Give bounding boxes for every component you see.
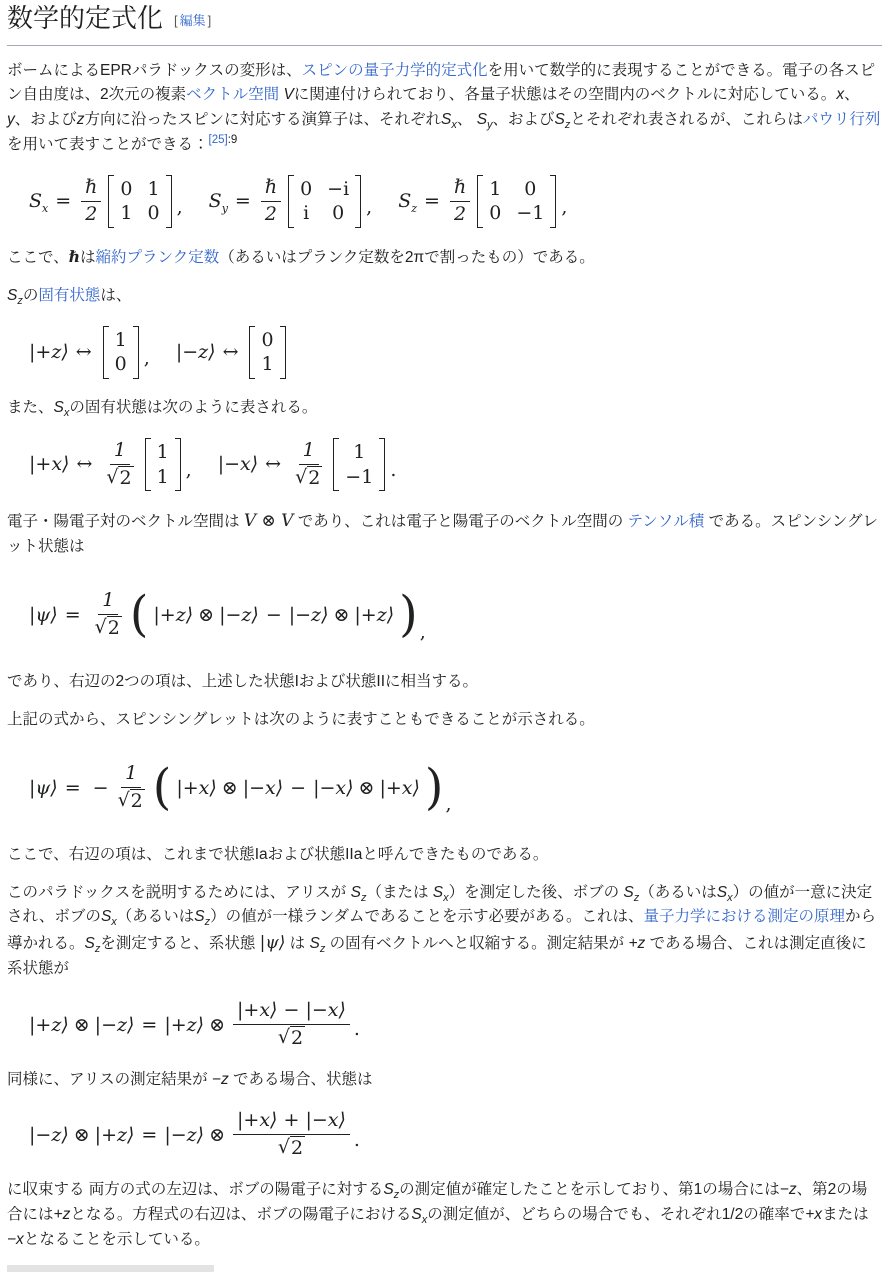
text-run: であり、これは電子と陽電子のベクトル空間の <box>293 513 628 531</box>
edit-section <box>172 13 213 28</box>
text-run: を用いて数学的に表現することができる。電子の各スピン自由度は、2次元の複素 <box>7 61 876 104</box>
text-run: 同様に、アリスの測定結果が <box>7 1070 212 1088</box>
text-run: 上記の式から、スピンシングレットは次のように表すこともできることが示される。 <box>7 710 595 728</box>
edit-bracket-open: [ <box>174 13 178 28</box>
article-section <box>7 0 882 1272</box>
ref-page: :9 <box>227 133 238 146</box>
matrix-sy: 0 −i i 0 <box>288 175 361 228</box>
ket: |+z⟩ <box>94 1124 135 1146</box>
math-var-Sz: $S_z$ <box>623 883 640 904</box>
paragraph-tensor-product <box>7 508 882 560</box>
ket: |−z⟩ <box>288 603 329 626</box>
math-plus-z: +z <box>53 1205 71 1223</box>
math-var-Sz: $S_z$ <box>84 935 101 956</box>
leftrightarrow: ↔ <box>76 453 93 476</box>
text-run: 、および <box>14 111 77 129</box>
text-run: また、 <box>7 399 54 417</box>
formula-collapse-minus-z: |−z⟩ ⊗ |+z⟩ = |−z⟩ ⊗ |+x⟩ + |−x⟩ √ 2 . <box>29 1109 360 1160</box>
math-var-Sx: $S_x$ <box>432 883 449 904</box>
ket-minus-x: |−x⟩ <box>217 453 259 476</box>
math-var-z: z <box>76 111 85 129</box>
math-minus-z: −z <box>779 1180 797 1198</box>
leftrightarrow: ↔ <box>75 341 92 364</box>
fraction-1-sqrt2: 1 √ 2 <box>295 438 321 489</box>
link-eigenstate[interactable]: 固有状態 <box>38 286 101 304</box>
otimes-sign: ⊗ <box>209 1013 226 1036</box>
big-paren-right: ) <box>399 586 418 643</box>
ket-psi: |ψ⟩ <box>29 776 58 799</box>
paragraph-states-1a-2a <box>7 843 882 868</box>
math-var-y: y <box>7 111 15 129</box>
fraction-1-sqrt2: 1 √ 2 <box>94 589 120 640</box>
text-run: ）の値が一意に決定され、ボブの <box>7 883 873 926</box>
text-run: （あるいはプランク定数を2πで割ったもの）である。 <box>219 249 595 267</box>
edit-link[interactable]: 編集 <box>179 13 206 28</box>
matrix-sz: 1 0 0 −1 <box>477 175 556 228</box>
math-var-Sz: $S_z$ <box>350 883 367 904</box>
link-pauli-matrices[interactable]: パウリ行列 <box>802 111 881 129</box>
big-paren-left: ( <box>152 759 172 816</box>
text-run: は、 <box>100 286 132 304</box>
math-plus-z: +z <box>628 935 646 953</box>
minus-sign: − <box>92 776 109 799</box>
paragraph-hbar <box>7 245 882 271</box>
fraction-1-sqrt2: 1 √ 2 <box>117 762 143 812</box>
text-run: となることを示している。 <box>23 1230 210 1248</box>
bracket-right <box>166 175 172 228</box>
ket: |−z⟩ <box>219 603 259 626</box>
bracket-right <box>355 175 361 228</box>
column-vector: 1 −1 <box>333 438 385 491</box>
otimes-sign: ⊗ <box>73 1124 90 1146</box>
radical-sign: √ <box>277 1136 290 1159</box>
formula-singlet-z: |ψ⟩ = 1 √ 2 ( |+z⟩ ⊗ |−z⟩ − |−z⟩ ⊗ |+z⟩ ) , <box>7 577 882 653</box>
minus-sign: − <box>290 776 307 799</box>
math-var-Sx: $S_x$ <box>716 883 733 904</box>
text-run: に収束する 両方の式の左辺は、ボブの陽電子に対する <box>7 1180 384 1198</box>
math-minus-x: −x <box>7 1230 24 1248</box>
ket: |−x⟩ <box>242 776 284 799</box>
text-run: このパラドックスを説明するためには、アリスが <box>7 883 351 901</box>
math-var-Sz: $S_z$ <box>194 908 211 929</box>
text-run: の測定値が、どちらの場合でも、それぞれ1/2の確率で <box>427 1205 806 1223</box>
math-Sy: $S_y$ <box>208 190 228 215</box>
column-vector: 0 1 <box>249 326 285 379</box>
text-run: の <box>22 286 39 304</box>
text-run: （または <box>366 883 433 901</box>
radical-sign: √ <box>117 788 130 811</box>
math-hbar: ℏ <box>68 247 80 267</box>
equals-sign: = <box>234 190 251 213</box>
ket-minus-z: |−z⟩ <box>175 341 216 364</box>
link-spin-quantum-formulation[interactable]: スピンの量子力学的定式化 <box>301 61 488 79</box>
fraction-hbar-2: $\frac{\text{ℏ}}{2}$ <box>81 176 101 227</box>
ket: |+x⟩ <box>379 776 420 799</box>
equals-sign: = <box>55 190 72 213</box>
math-var-Sx: $S_x$ <box>411 1205 428 1226</box>
big-paren-right: ) <box>424 759 444 816</box>
text-run: の固有状態は次のように表される。 <box>69 399 318 417</box>
link-tensor-product[interactable]: テンソル積 <box>627 513 705 531</box>
text-run: ボームによるEPRパラドックスの変形は、 <box>7 61 302 79</box>
text-run: を測定すると、系状態 <box>100 935 260 953</box>
math-var-Sz: $S_z$ <box>7 286 23 307</box>
text-run: 、 <box>456 111 477 129</box>
text-run: の測定値が確定したことを示しており、第1の場合には <box>399 1180 780 1198</box>
fraction-kets-sqrt2: |+x⟩ + |−x⟩ √ 2 <box>233 1109 350 1161</box>
column-vector: 1 1 <box>145 438 181 491</box>
math-var-Sy: $S_y$ <box>476 111 493 132</box>
big-paren-left: ( <box>129 586 149 643</box>
bracket-right <box>175 438 181 491</box>
paragraph-measurement <box>7 881 882 983</box>
math-var-V: V <box>283 86 294 104</box>
paragraph-minus-z-case <box>7 1068 882 1093</box>
leftrightarrow: ↔ <box>265 453 282 476</box>
fraction-1-sqrt2: 1 √ 2 <box>106 438 132 489</box>
equals-sign: = <box>141 1124 158 1146</box>
text-run: または <box>822 1205 869 1223</box>
ket: |−z⟩ <box>29 1124 69 1146</box>
text-run: に関連付けられており、各量子状態はその空間内のベクトルに対応している。 <box>293 86 837 104</box>
matrix-sx: 0 1 1 0 <box>108 175 171 228</box>
ket: |−z⟩ <box>164 1124 205 1146</box>
text-run: は <box>79 249 96 267</box>
ket-plus-x: |+x⟩ <box>29 453 70 476</box>
bracket-right <box>550 175 556 228</box>
text-run: 、第2の場合には <box>7 1180 868 1223</box>
math-Sx: $S_x$ <box>29 190 49 215</box>
math-V-otimes-V: V ⊗ V <box>243 511 294 532</box>
ket: |+z⟩ <box>164 1013 205 1036</box>
edit-bracket-close: ] <box>207 13 212 28</box>
otimes-sign: ⊗ <box>73 1013 90 1036</box>
math-var-Sz: $S_z$ <box>309 935 326 956</box>
leftrightarrow: ↔ <box>222 341 239 364</box>
math-var-Sx: $S_x$ <box>100 908 117 929</box>
section-heading-text: 数学的定式化 <box>7 4 164 34</box>
text-run: ここで、 <box>7 249 69 267</box>
otimes-sign: ⊗ <box>333 603 350 626</box>
otimes-sign: ⊗ <box>221 776 238 799</box>
math-var-Sx: $S_x$ <box>441 111 457 132</box>
text-run: とそれぞれ表されるが、これらは <box>570 111 803 129</box>
fraction-hbar-2: $\frac{\text{ℏ}}{2}$ <box>261 176 281 227</box>
text-run: であり、右辺の2つの項は、上述した状態Iおよび状態IIに相当する。 <box>7 673 479 691</box>
text-run: は <box>285 935 310 953</box>
paragraph-states-1-2 <box>7 670 882 695</box>
math-minus-z: −z <box>211 1070 229 1088</box>
equals-sign: = <box>141 1013 158 1036</box>
radical-sign: √ <box>106 465 119 488</box>
link-ref-25[interactable]: [25] <box>208 133 228 146</box>
paragraph-sz-eigenstates <box>7 284 882 309</box>
link-vector-space[interactable]: ベクトル空間 <box>186 86 280 104</box>
bracket-right <box>280 326 286 379</box>
text-run: 電子・陽電子対のベクトル空間は <box>7 513 244 531</box>
ket: |+z⟩ <box>29 1013 69 1036</box>
next-section-clipped <box>7 1265 214 1272</box>
formula-z-eigenstates: |+z⟩ ↔ 1 0 , |−z⟩ ↔ 0 1 <box>7 326 882 379</box>
equals-sign: = <box>64 603 81 626</box>
bracket-right <box>379 438 385 491</box>
radical-sign: √ <box>94 616 107 639</box>
text-run: の固有ベクトルへと収縮する。測定結果が <box>325 935 629 953</box>
reference-25 <box>209 134 238 146</box>
fraction-kets-sqrt2: |+x⟩ − |−x⟩ √ 2 <box>233 999 350 1051</box>
ket: |−z⟩ <box>94 1013 135 1036</box>
text-run: （あるいは <box>639 883 717 901</box>
link-reduced-planck-constant[interactable]: 縮約プランク定数 <box>95 249 220 267</box>
formula-x-eigenstates: |+x⟩ ↔ 1 √ 2 1 1 , |−x⟩ ↔ 1 √ 2 1 −1 . <box>7 438 882 491</box>
paragraph-singlet-alt <box>7 708 882 733</box>
radical-sign: √ <box>277 1025 290 1048</box>
text-run: （あるいは <box>116 908 195 926</box>
math-var-x: x <box>836 86 845 104</box>
equals-sign: = <box>64 776 81 799</box>
paragraph-intro <box>7 59 882 158</box>
otimes-sign: ⊗ <box>209 1124 226 1146</box>
otimes-sign: ⊗ <box>358 776 375 799</box>
formula-spin-operators: $S_x$ = $\frac{\text{ℏ}}{2}$ 0 1 1 0 , $S_y$ = $\frac{\text{ℏ}}{2}$ 0 −i i 0 , $S_z$ = $\frac{\text{ℏ}}{2}$ 1 0 0 −1 , <box>7 175 882 228</box>
ket: |+z⟩ <box>354 603 395 626</box>
text-run: から導かれる。 <box>7 908 877 953</box>
text-run: である場合、これは測定直後に系状態が <box>7 935 867 978</box>
math-var-Sz: $S_z$ <box>383 1180 400 1202</box>
paragraph-conclusion <box>7 1178 882 1252</box>
ket-psi-inline: |ψ⟩ <box>259 933 286 954</box>
text-run: ）を測定した後、ボブの <box>448 883 624 901</box>
text-run: 方向に沿ったスピンに対応する演算子は、それぞれ <box>84 111 442 129</box>
text-run: となる。方程式の右辺は、ボブの陽電子における <box>70 1205 412 1223</box>
math-Sz: $S_z$ <box>398 190 418 215</box>
ket-plus-z: |+z⟩ <box>29 341 69 364</box>
text-run: ）の値が一様ランダムであることを示す必要がある。これは、 <box>210 908 644 926</box>
section-heading <box>7 0 882 46</box>
math-plus-x: +x <box>805 1205 823 1223</box>
equals-sign: = <box>424 190 440 213</box>
text-run: である。スピンシングレット状態は <box>7 513 879 556</box>
ket: |+z⟩ <box>153 603 194 626</box>
minus-sign: − <box>265 603 282 626</box>
formula-collapse-plus-z: |+z⟩ ⊗ |−z⟩ = |+z⟩ ⊗ |+x⟩ − |−x⟩ √ 2 . <box>29 999 360 1049</box>
text-run: ここで、右辺の項は、これまで状態Iaおよび状態IIaと呼んできたものである。 <box>7 845 549 863</box>
text-run: を用いて表すことができる： <box>7 135 209 153</box>
ket-psi: |ψ⟩ <box>29 603 58 626</box>
math-var-Sx: $S_x$ <box>53 399 70 420</box>
fraction-hbar-2: $\frac{\text{ℏ}}{2}$ <box>450 176 470 227</box>
paragraph-sx-eigenstates <box>7 396 882 421</box>
formula-singlet-x: |ψ⟩ = − 1 √ 2 ( |+x⟩ ⊗ |−x⟩ − |−x⟩ ⊗ |+x⟩ ) , <box>7 750 882 826</box>
text-run: 、および <box>492 111 555 129</box>
math-var-Sz: $S_z$ <box>554 111 571 132</box>
bracket-right <box>133 326 139 379</box>
ket: |−x⟩ <box>313 776 354 799</box>
column-vector: 1 0 <box>103 326 139 379</box>
radical-sign: √ <box>295 465 308 488</box>
text-run: 、 <box>844 86 860 104</box>
text-run: である場合、状態は <box>228 1070 373 1088</box>
ket: |+x⟩ <box>176 776 217 799</box>
otimes-sign: ⊗ <box>198 603 215 626</box>
link-measurement-principle[interactable]: 量子力学における測定の原理 <box>643 908 846 926</box>
